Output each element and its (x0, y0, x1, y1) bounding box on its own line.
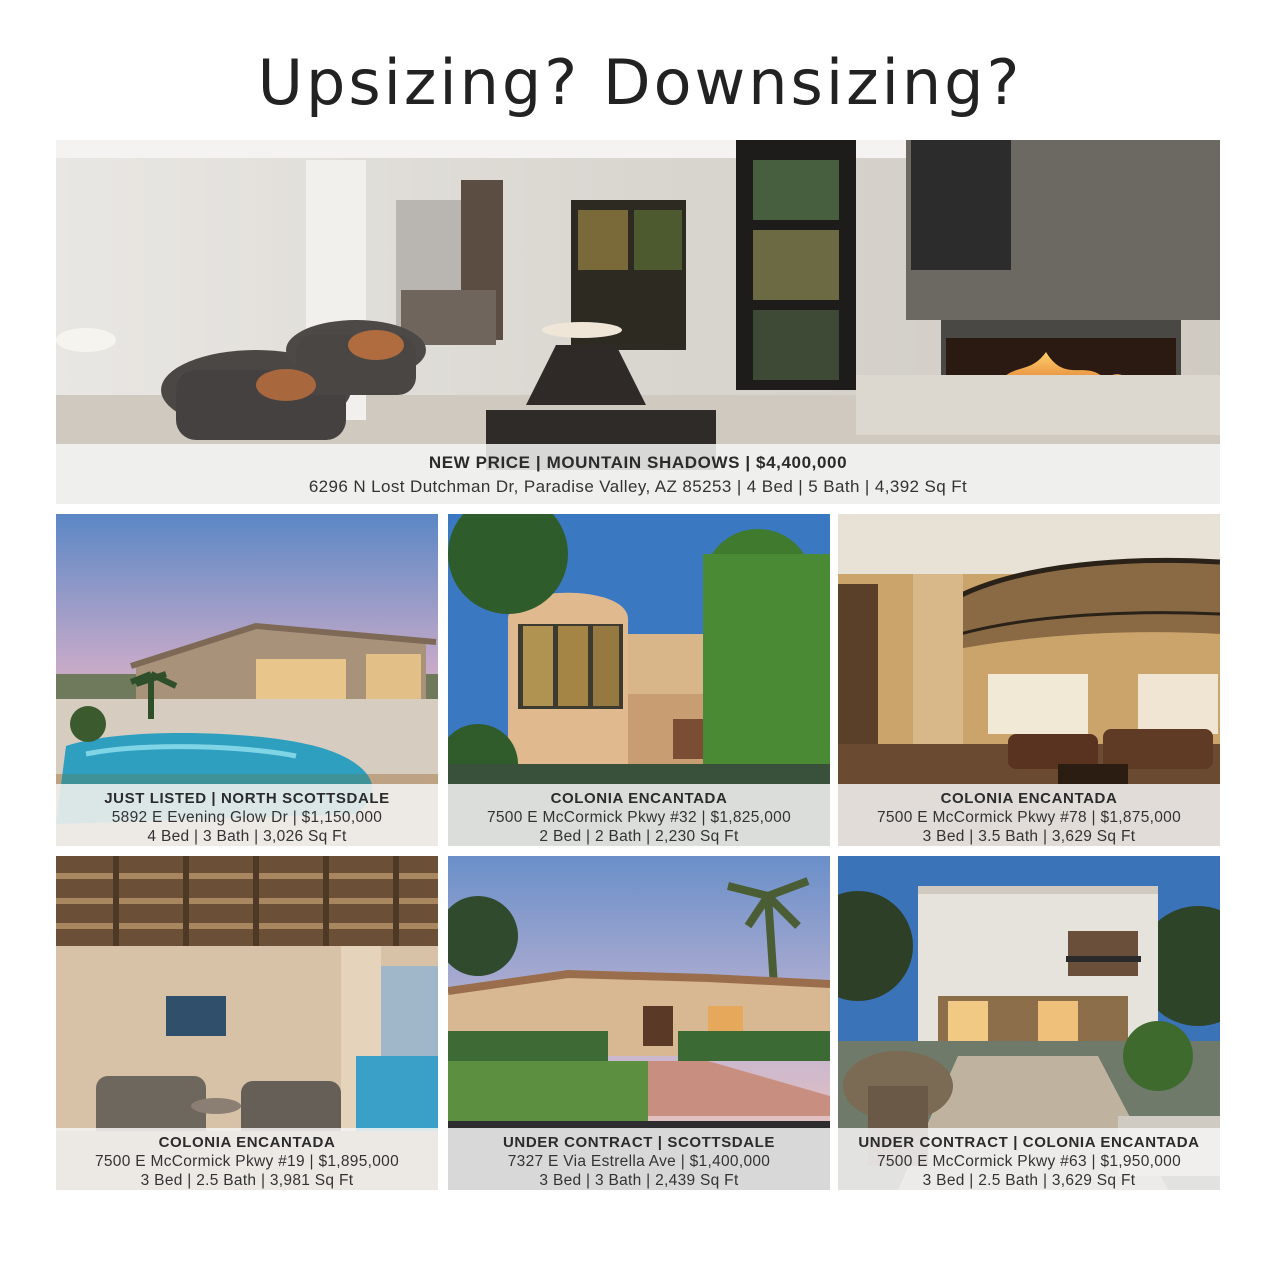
listing-specs: 4 Bed | 3 Bath | 3,026 Sq Ft (147, 828, 347, 845)
listing-address-price: 5892 E Evening Glow Dr | $1,150,000 (111, 809, 383, 826)
listing-status: COLONIA ENCANTADA (940, 790, 1118, 807)
listing-card[interactable] (838, 856, 1220, 1190)
listing-address-price: 7500 E McCormick Pkwy #19 | $1,895,000 (94, 1153, 400, 1170)
listing-card[interactable] (448, 856, 830, 1190)
listing-card[interactable] (56, 856, 438, 1190)
listing-specs: 3 Bed | 3.5 Bath | 3,629 Sq Ft (922, 828, 1136, 845)
listing-status: JUST LISTED | NORTH SCOTTSDALE (104, 790, 390, 807)
listing-caption (56, 1128, 438, 1190)
listing-status: NEW PRICE | MOUNTAIN SHADOWS | $4,400,000 (428, 453, 848, 472)
listing-address-price: 7327 E Via Estrella Ave | $1,400,000 (507, 1153, 771, 1170)
listing-specs: 3 Bed | 3 Bath | 2,439 Sq Ft (539, 1172, 739, 1189)
listing-caption (56, 784, 438, 846)
listing-status: UNDER CONTRACT | COLONIA ENCANTADA (858, 1134, 1200, 1151)
listing-specs: 3 Bed | 2.5 Bath | 3,629 Sq Ft (922, 1172, 1136, 1189)
listing-card[interactable] (838, 514, 1220, 846)
listing-caption (838, 1128, 1220, 1190)
listing-specs: 2 Bed | 2 Bath | 2,230 Sq Ft (539, 828, 739, 845)
listing-card[interactable] (56, 514, 438, 846)
page-headline: Upsizing? Downsizing? (257, 46, 1023, 119)
listing-address-price: 7500 E McCormick Pkwy #63 | $1,950,000 (876, 1153, 1182, 1170)
listing-caption (838, 784, 1220, 846)
listing-details: 6296 N Lost Dutchman Dr, Paradise Valley, AZ 85253 | 4 Bed | 5 Bath | 4,392 Sq Ft (308, 477, 968, 496)
listing-status: COLONIA ENCANTADA (158, 1134, 336, 1151)
listing-status: UNDER CONTRACT | SCOTTSDALE (502, 1134, 776, 1151)
listing-caption (448, 784, 830, 846)
listing-specs: 3 Bed | 2.5 Bath | 3,981 Sq Ft (140, 1172, 354, 1189)
featured-caption (56, 444, 1220, 504)
listing-status: COLONIA ENCANTADA (550, 790, 728, 807)
listing-address-price: 7500 E McCormick Pkwy #32 | $1,825,000 (486, 809, 792, 826)
listing-card[interactable] (448, 514, 830, 846)
listing-address-price: 7500 E McCormick Pkwy #78 | $1,875,000 (876, 809, 1182, 826)
listing-caption (448, 1128, 830, 1190)
featured-listing-card[interactable] (56, 140, 1220, 504)
